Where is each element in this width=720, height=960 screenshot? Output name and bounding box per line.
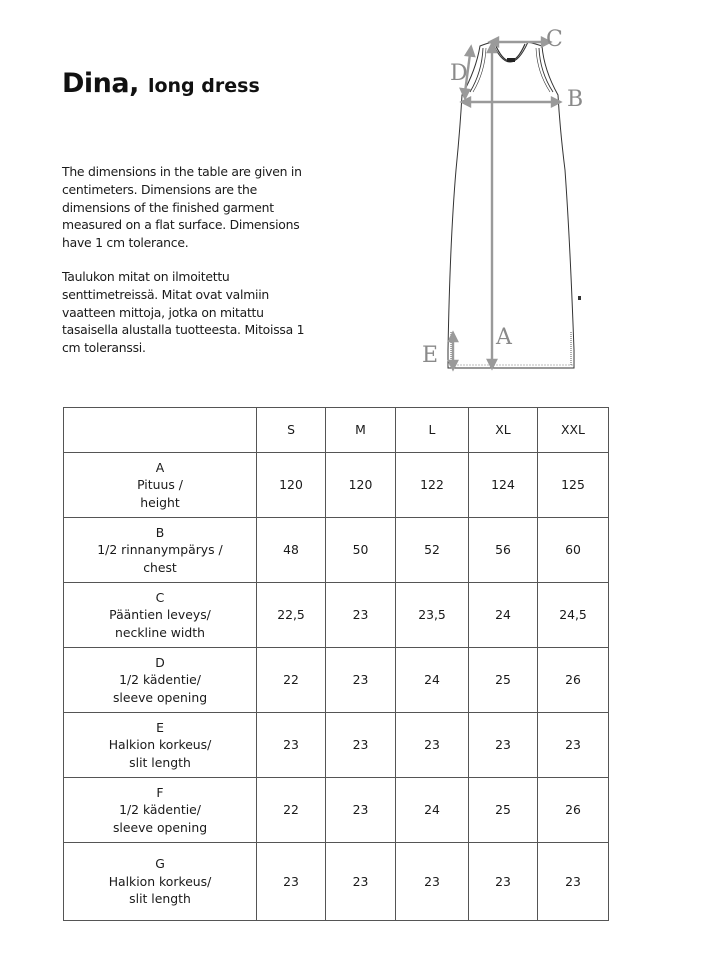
value-cell: 23 [538, 713, 609, 778]
value-cell: 120 [326, 453, 396, 518]
table-header-row [64, 408, 609, 453]
page-title [62, 68, 260, 99]
value-cell: 24 [469, 583, 538, 648]
dimension-name-en: chest [143, 559, 177, 575]
product-type: long dress [147, 75, 260, 97]
size-header: S [257, 408, 326, 453]
value-cell: 23 [326, 713, 396, 778]
table-row [64, 843, 609, 921]
side-tag [578, 296, 581, 300]
dimension-code: E [156, 719, 164, 735]
dimension-cell [64, 713, 257, 778]
dimension-code: F [156, 784, 164, 800]
value-cell: 22 [257, 778, 326, 843]
dimension-name-fi: Pituus / [137, 477, 183, 493]
table-row [64, 518, 609, 583]
dimension-cell [64, 648, 257, 713]
value-cell: 24 [396, 778, 469, 843]
value-cell: 23 [469, 713, 538, 778]
size-header: XL [469, 408, 538, 453]
label-c: C [546, 27, 563, 52]
dimension-cell [64, 583, 257, 648]
value-cell: 26 [538, 648, 609, 713]
dimension-name-fi: 1/2 rinnanympärys / [97, 542, 223, 558]
description-finnish: Taulukon mitat on ilmoitettu senttimetreissä. Mitat ovat valmiin vaatteen mittoja, jotka on mitattu tasaisella alustalla tuotteesta. Mitoissa 1 cm toleranssi. [62, 269, 305, 356]
dimension-cell [64, 518, 257, 583]
value-cell: 23 [396, 713, 469, 778]
value-cell: 24 [396, 648, 469, 713]
table-row [64, 648, 609, 713]
dimension-name-en: sleeve opening [112, 819, 208, 835]
table-row [64, 453, 609, 518]
value-cell: 48 [257, 518, 326, 583]
dimension-name-en: sleeve opening [112, 689, 208, 705]
value-cell: 23 [326, 648, 396, 713]
header-empty-cell [64, 408, 257, 453]
value-cell: 23 [396, 843, 469, 921]
dimension-name-en: slit length [129, 891, 191, 907]
dimension-name-fi: Halkion korkeus/ [108, 737, 212, 753]
value-cell: 24,5 [538, 583, 609, 648]
value-cell: 56 [469, 518, 538, 583]
dimension-code: B [155, 524, 165, 540]
dimension-cell [64, 453, 257, 518]
label-e: E [422, 343, 439, 368]
dimension-name-en: slit length [129, 754, 191, 770]
dimension-name-fi: 1/2 kädentie/ [119, 802, 201, 818]
size-header: L [396, 408, 469, 453]
value-cell: 60 [538, 518, 609, 583]
value-cell: 125 [538, 453, 609, 518]
dimension-name-fi: Halkion korkeus/ [108, 873, 212, 889]
dimension-name-fi: Pääntien leveys/ [109, 607, 211, 623]
table-row [64, 713, 609, 778]
value-cell: 25 [469, 778, 538, 843]
dimension-code: A [155, 459, 165, 475]
value-cell: 23 [257, 713, 326, 778]
dress-label-tag [507, 58, 515, 62]
dimension-name-en: height [140, 494, 180, 510]
value-cell: 22,5 [257, 583, 326, 648]
label-a: A [496, 325, 512, 350]
value-cell: 124 [469, 453, 538, 518]
value-cell: 120 [257, 453, 326, 518]
dimension-name-fi: 1/2 kädentie/ [119, 672, 201, 688]
value-cell: 25 [469, 648, 538, 713]
description-english: The dimensions in the table are given in centimeters. Dimensions are the dimensions of the finished garment measured on a flat surface. Dimensions have 1 cm tolerance. [62, 164, 302, 251]
measurement-arrows [449, 38, 560, 369]
value-cell: 23 [326, 583, 396, 648]
value-cell: 23 [469, 843, 538, 921]
dress-diagram [410, 20, 610, 380]
dimension-cell [64, 778, 257, 843]
table-row [64, 778, 609, 843]
dimension-cell [64, 843, 257, 921]
size-header: M [326, 408, 396, 453]
dimension-code: D [155, 654, 165, 670]
product-name: Dina, [62, 68, 139, 99]
dimension-code: C [155, 589, 165, 605]
label-d: D [450, 61, 468, 86]
label-b: B [567, 87, 584, 112]
dimension-name-en: neckline width [115, 624, 205, 640]
value-cell: 26 [538, 778, 609, 843]
value-cell: 23 [257, 843, 326, 921]
dimension-code: G [155, 856, 165, 872]
value-cell: 23 [326, 778, 396, 843]
value-cell: 23,5 [396, 583, 469, 648]
value-cell: 50 [326, 518, 396, 583]
size-table [63, 407, 609, 921]
value-cell: 22 [257, 648, 326, 713]
value-cell: 23 [326, 843, 396, 921]
value-cell: 23 [538, 843, 609, 921]
size-header: XXL [538, 408, 609, 453]
table-row [64, 583, 609, 648]
value-cell: 52 [396, 518, 469, 583]
value-cell: 122 [396, 453, 469, 518]
